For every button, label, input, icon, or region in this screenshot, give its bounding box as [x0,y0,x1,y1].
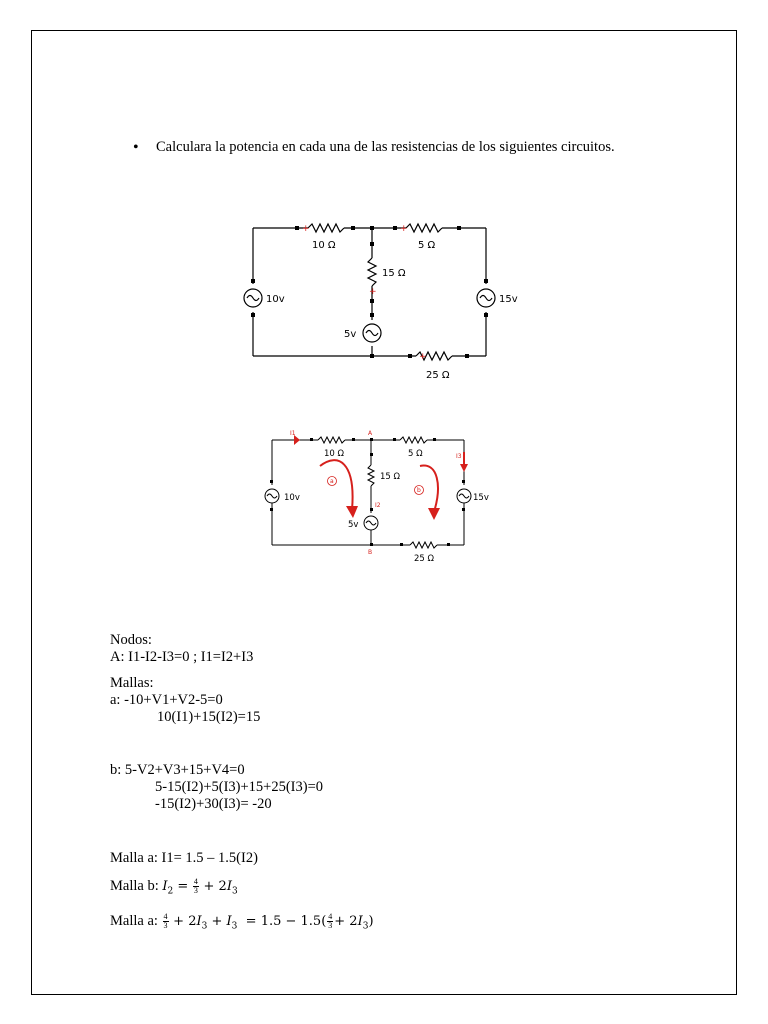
c1-r3-label: 15 Ω [382,268,406,279]
c2-v1-label: 10v [284,493,300,503]
c1-r1-label: 10 Ω [312,240,336,251]
malla-b-eq2: 5-15(I2)+5(I3)+15+25(I3)=0 [155,779,323,795]
malla-b-substitution: Malla b: $I_2$ = $\frac{4}{3}$ + $2I_3$ [110,877,238,897]
c1-v2-label: 5v [344,329,357,340]
fraction-4-3: $\frac{4}{3}$ [193,877,198,896]
instruction-text: Calculara la potencia en cada una de las resistencias de los siguientes circuitos. [156,139,615,155]
malla-a-substitution: Malla a: $\frac{4}{3}$ + $2I_3 + I_3 = 1.5 - 1.5$( $\frac{4}{3}$ + $2I_3$) [110,912,374,932]
c2-i1-label: I1 [290,430,296,437]
fraction-4-3-c: $\frac{4}{3}$ [328,912,333,931]
c2-i2-label: I2 [375,502,381,509]
c2-r2-label: 5 Ω [408,449,423,459]
c1-r4-label: 25 Ω [426,370,450,381]
fraction-4-3-b: $\frac{4}{3}$ [163,912,168,931]
svg-text:+: + [369,287,377,297]
malla-a-eq1: a: -10+V1+V2-5=0 [110,692,223,708]
malla-a-eq2: 10(I1)+15(I2)=15 [157,709,261,725]
nodos-title: Nodos: [110,632,152,648]
c1-v3-label: 15v [499,294,518,305]
svg-text:+: + [400,224,408,234]
c2-mesh-b: b [417,487,421,494]
c2-node-a: A [368,430,373,437]
nodo-a-equation: A: I1-I2-I3=0 ; I1=I2+I3 [110,649,254,665]
svg-text:+: + [302,224,310,234]
malla-b-eq1: b: 5-V2+V3+15+V4=0 [110,762,245,778]
c2-r4-label: 25 Ω [414,554,435,564]
c2-v3-label: 15v [473,493,489,503]
c2-mesh-a: a [330,478,334,485]
c1-r2-label: 5 Ω [418,240,436,251]
malla-a-solution: Malla a: I1= 1.5 – 1.5(I2) [110,850,258,866]
bullet: • [133,139,139,156]
c2-r3-label: 15 Ω [380,472,401,482]
malla-b-eq3: -15(I2)+30(I3)= -20 [155,796,272,812]
c2-v2-label: 5v [348,520,359,530]
svg-text:+: + [419,352,427,362]
mallas-title: Mallas: [110,675,154,691]
c1-v1-label: 10v [266,294,285,305]
c2-i3-label: I3 [456,453,462,460]
c2-node-b: B [368,549,373,556]
c2-r1-label: 10 Ω [324,449,345,459]
